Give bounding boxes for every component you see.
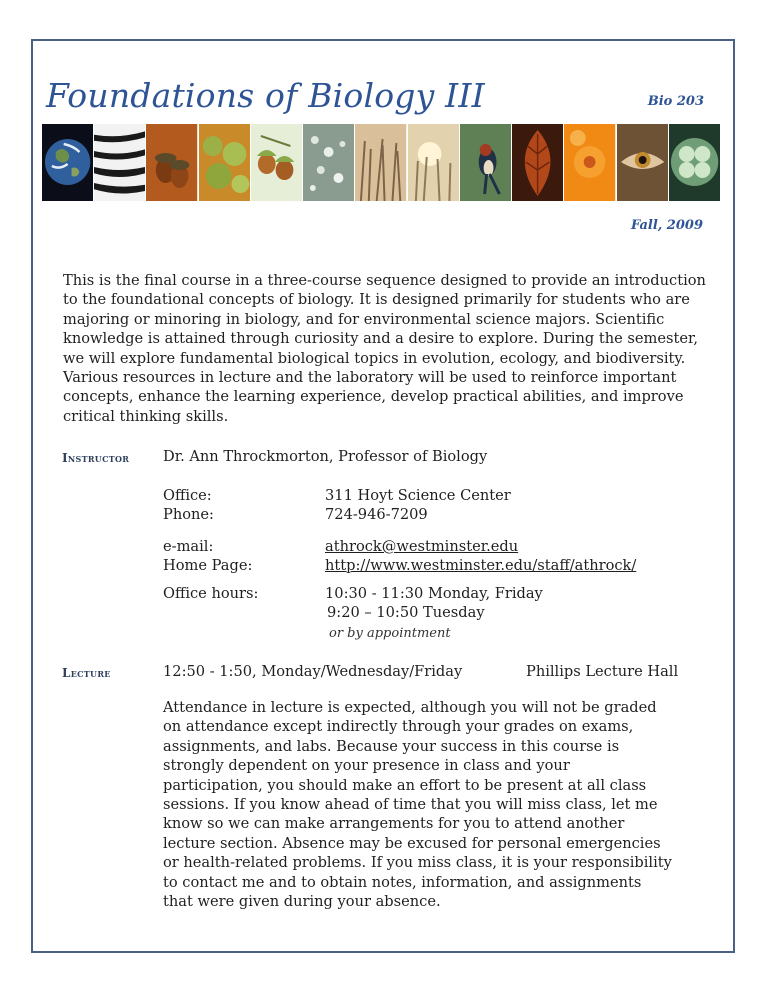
email-label: e-mail: [163, 538, 214, 555]
lecture-time: 12:50 - 1:50, Monday/Wednesday/Friday [163, 663, 463, 680]
email-link[interactable]: athrock@westminster.edu [325, 538, 519, 555]
homepage-label: Home Page: [163, 557, 253, 574]
term: Fall, 2009 [630, 218, 703, 233]
earth-image [42, 124, 93, 201]
swallow-image [460, 124, 511, 201]
office-value: 311 Hoyt Science Center [325, 487, 511, 504]
course-description: This is the final course in a three-course sequence designed to provide an introduction to the foundational concepts of biology. It is designed primarily for students who are majoring or minoring in biology, and for environmental science majors. Scientific knowledge is attained through curiosity and a desire to explore. During the semester, we will explore fundamental biological topics in evolution, ecology, and biodiversity. Various resources in lecture and the laboratory will be used to reinforce important concepts, enhance the learning experience, develop practical abilities, and improve critical thinking skills. [63, 272, 706, 425]
flower-image [564, 124, 615, 201]
office-label: Office: [163, 487, 212, 504]
office-hours-line-2: 9:20 – 10:50 Tuesday [327, 604, 485, 621]
office-hours-label: Office hours: [163, 585, 259, 602]
zebra-image [94, 124, 145, 201]
office-hours-line-3: or by appointment [329, 626, 451, 641]
office-hours-line-1: 10:30 - 11:30 Monday, Friday [325, 585, 543, 602]
lecture-location: Phillips Lecture Hall [526, 663, 679, 680]
phone-label: Phone: [163, 506, 214, 523]
leaf-image [512, 124, 563, 201]
eye-image [617, 124, 668, 201]
course-code: Bio 203 [647, 94, 704, 109]
instructor-heading: Instructor [62, 451, 130, 465]
volvox-image [669, 124, 720, 201]
homepage-link[interactable]: http://www.westminster.edu/staff/athrock/ [325, 557, 637, 574]
sunset-image [408, 124, 459, 201]
attendance-policy: Attendance in lecture is expected, although you will not be graded on attendance except indirectly through your grades on exams, assignments, and labs. Because your success in this course is strongly dependent on your presence in class and your participation, you should make an effort to be present at all class sessions. If you know ahead of time that you will miss class, let me know so we can make arrangements for you to attend another lecture section. Absence may be excused for personal emergencies or health-related problems. If you miss class, it is your responsibility to contact me and to obtain notes, information, and assignments that were given during your absence. [163, 699, 672, 911]
acorns-image [146, 124, 197, 201]
course-title: Foundations of Biology III [46, 76, 485, 115]
dew-drops-image [303, 124, 354, 201]
phone-value: 724-946-7209 [325, 506, 428, 523]
romanesco-image [199, 124, 250, 201]
lecture-heading: Lecture [62, 666, 111, 680]
instructor-name: Dr. Ann Throckmorton, Professor of Biology [163, 448, 488, 465]
grass-image [355, 124, 406, 201]
image-strip [42, 124, 720, 201]
hazelnuts-image [251, 124, 302, 201]
